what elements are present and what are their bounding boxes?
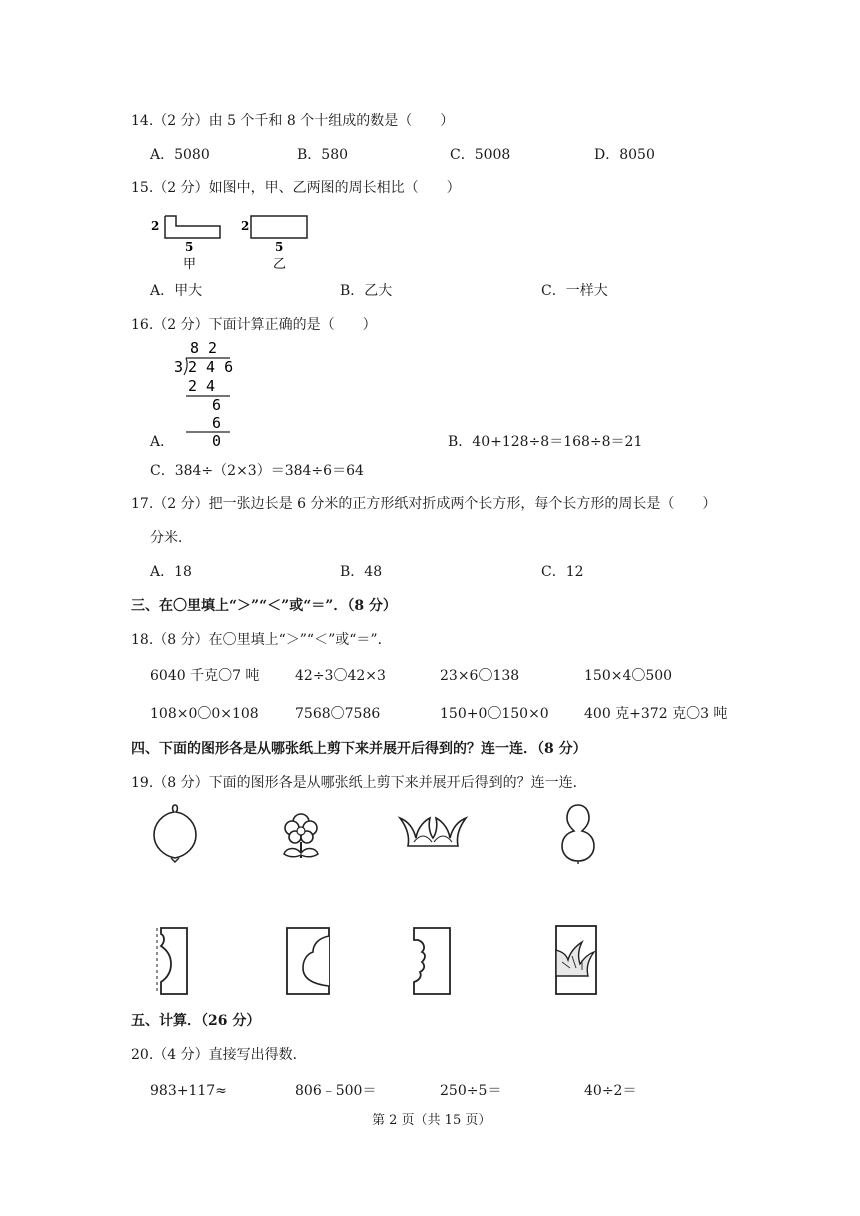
yi-bottom-label: 5 bbox=[275, 240, 284, 254]
jia-bottom-label: 5 bbox=[185, 240, 194, 254]
q15-stem: 15.（2 分）如图中，甲、乙两图的周长相比（ ） bbox=[131, 180, 461, 196]
folded-paper-2 bbox=[283, 924, 335, 998]
yi-shape bbox=[251, 216, 307, 238]
page-footer: 第 2 页（共 15 页） bbox=[372, 1113, 492, 1128]
q20-item-2: 806﹣500＝ bbox=[295, 1083, 377, 1099]
q15-option-a: A．甲大 bbox=[150, 283, 203, 299]
q18-r2-c4: 400 克+372 克〇3 吨 bbox=[584, 706, 728, 722]
q16-option-b: B．40+128÷8＝168÷8＝21 bbox=[448, 434, 643, 450]
yi-side-label: 2 bbox=[241, 219, 250, 233]
q18-r1-c3: 23×6〇138 bbox=[440, 668, 520, 684]
q20-stem: 20.（4 分）直接写出得数． bbox=[131, 1047, 307, 1063]
section3-title: 三、在〇里填上“＞”“＜”或“＝”．（8 分） bbox=[131, 598, 397, 614]
yi-name: 乙 bbox=[273, 257, 287, 270]
q17-stem-line1: 17.（2 分）把一张边长是 6 分米的正方形纸对折成两个长方形，每个长方形的周长是（ ） bbox=[131, 496, 717, 512]
folded-paper-4 bbox=[552, 922, 600, 998]
q15-option-c: C．一样大 bbox=[541, 283, 608, 299]
quotient: 8 2 bbox=[190, 339, 218, 357]
q14-option-b: B．580 bbox=[297, 147, 349, 163]
q20-item-3: 250÷5＝ bbox=[440, 1083, 502, 1099]
section4-title: 四、下面的图形各是从哪张纸上剪下来并展开后得到的？连一连．（8 分） bbox=[131, 741, 587, 757]
q16-option-c: C．384÷（2×3）＝384÷6＝64 bbox=[150, 463, 364, 479]
q16-long-division bbox=[168, 338, 240, 450]
step1: 2 4 bbox=[188, 377, 216, 395]
q16-option-a: A． bbox=[150, 434, 175, 450]
q18-r1-c2: 42÷3〇42×3 bbox=[295, 668, 386, 684]
folded-paper-1 bbox=[151, 924, 193, 998]
step3: 6 bbox=[212, 414, 222, 432]
q18-r2-c2: 7568〇7586 bbox=[295, 706, 381, 722]
q18-stem: 18.（8 分）在〇里填上“＞”“＜”或“＝”． bbox=[131, 632, 392, 648]
section5-title: 五、计算．（26 分） bbox=[131, 1013, 261, 1029]
unfolded-flower-shape bbox=[278, 810, 324, 862]
q16-stem: 16.（2 分）下面计算正确的是（ ） bbox=[131, 317, 377, 333]
jia-side-label: 2 bbox=[151, 219, 160, 233]
jia-shape bbox=[165, 216, 220, 238]
q18-r1-c1: 6040 千克〇7 吨 bbox=[150, 668, 260, 684]
jia-name: 甲 bbox=[183, 257, 197, 270]
q20-item-1: 983+117≈ bbox=[150, 1083, 227, 1099]
step2: 6 bbox=[212, 396, 222, 414]
divisor: 3 bbox=[174, 358, 184, 376]
q17-stem-line2: 分米． bbox=[150, 530, 192, 546]
remainder: 0 bbox=[212, 432, 222, 450]
folded-paper-3 bbox=[410, 924, 456, 998]
q14-option-d: D．8050 bbox=[594, 147, 655, 163]
unfolded-onion-shape bbox=[150, 802, 200, 864]
unfolded-gourd-shape bbox=[558, 803, 598, 865]
q18-r2-c1: 108×0〇0×108 bbox=[150, 706, 259, 722]
q18-r1-c4: 150×4〇500 bbox=[584, 668, 673, 684]
q17-option-b: B．48 bbox=[340, 564, 383, 580]
q14-option-a: A．5080 bbox=[150, 147, 210, 163]
dividend: 2 4 6 bbox=[188, 358, 234, 376]
unfolded-grass-shape bbox=[396, 812, 470, 852]
q20-item-4: 40÷2＝ bbox=[584, 1083, 637, 1099]
q18-r2-c3: 150+0〇150×0 bbox=[440, 706, 549, 722]
q14-option-c: C．5008 bbox=[450, 147, 511, 163]
q15-option-b: B．乙大 bbox=[340, 283, 393, 299]
q17-option-c: C．12 bbox=[541, 564, 584, 580]
q14-stem: 14.（2 分）由 5 个千和 8 个十组成的数是（ ） bbox=[131, 113, 455, 129]
q17-option-a: A．18 bbox=[150, 564, 192, 580]
q15-figure bbox=[145, 206, 315, 270]
q19-stem: 19.（8 分）下面的图形各是从哪张纸上剪下来并展开后得到的？连一连． bbox=[131, 775, 587, 791]
